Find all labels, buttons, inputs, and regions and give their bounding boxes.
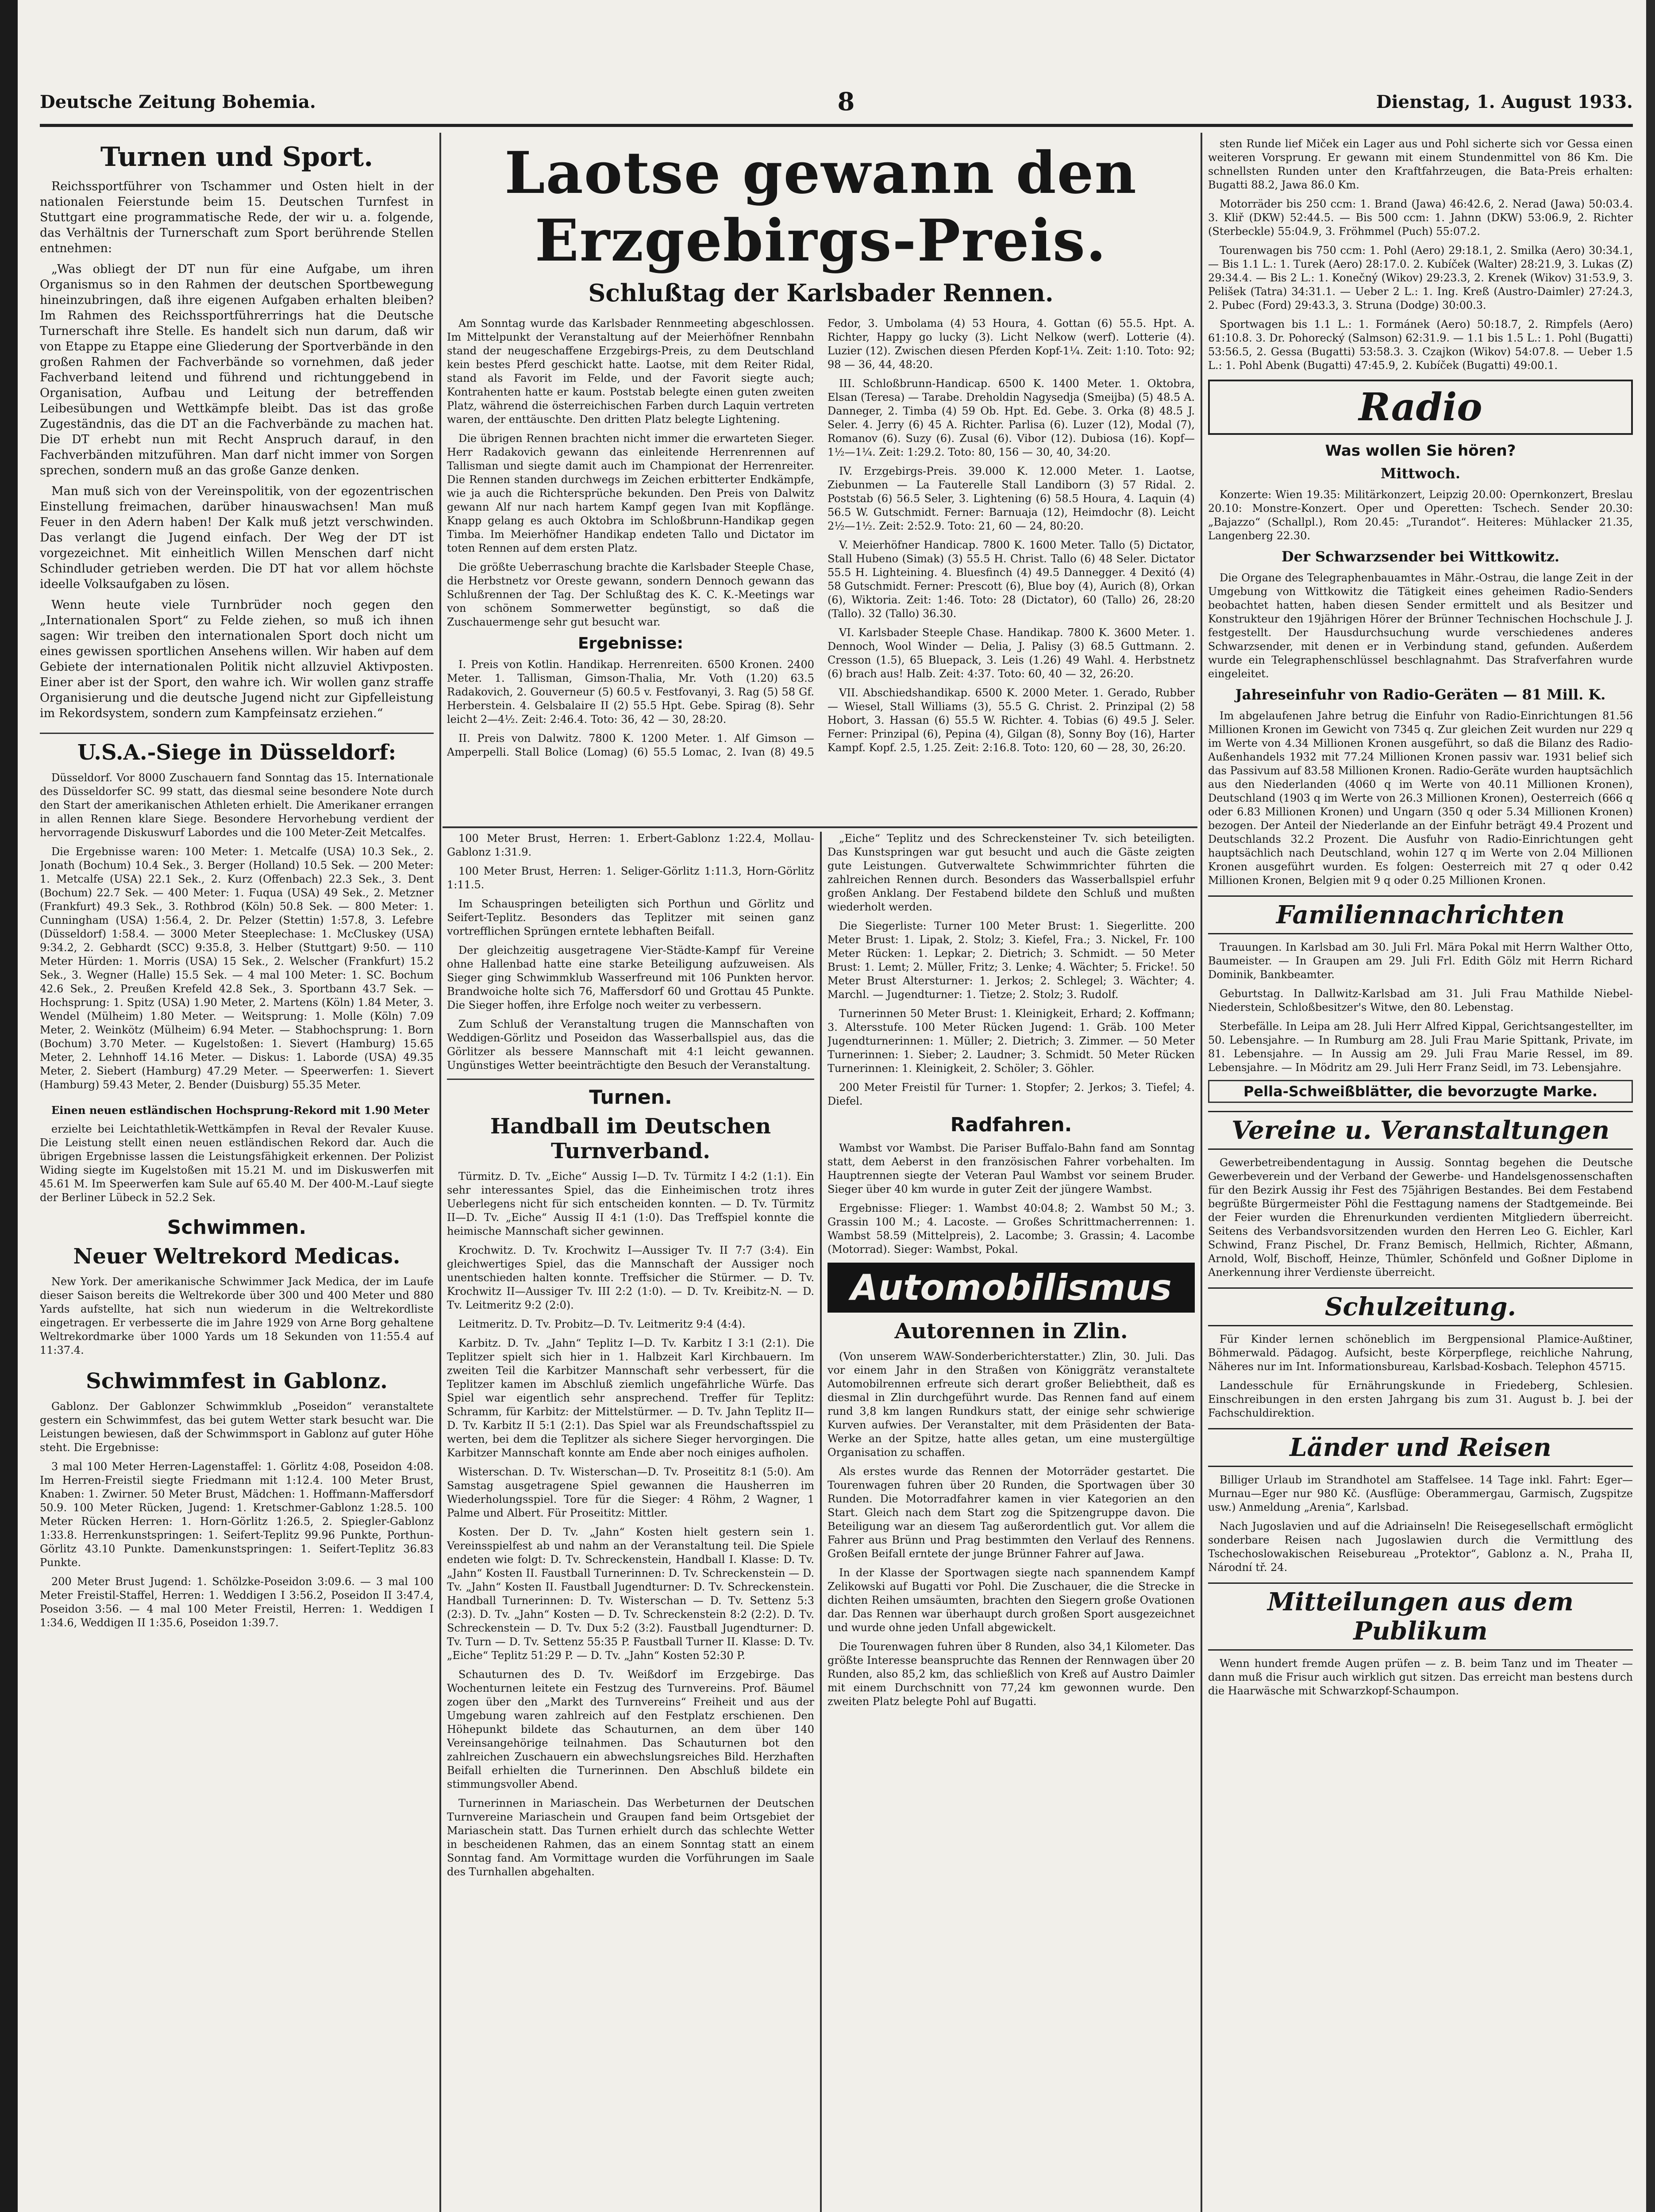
article-paragraph: Billiger Urlaub im Strandhotel am Staffelsee. 14 Tage inkl. Fahrt: Eger—Murnau—Eger nur 980 Kč. (Ausflüge: Oberammergau, Garmisch, Zugspitze usw.) Anmeldung „Arenia“, Karlsbad. xyxy=(1208,1474,1633,1513)
article-paragraph: Turnerinnen in Mariaschein. Das Werbeturnen der Deutschen Turnvereine Mariaschein und Graupen fand beim Ortsgebiet der Mariaschein statt. Das Turnen erhielt durch das schlechte Wetter in bescheidenen Rahmen, das an einem Sonntag statt an einem Sonntag fand. Am Vormittage wurden die Vorführungen im Saale des Turnhallen abgehalten. xyxy=(447,1797,814,1878)
article-paragraph: New York. Der amerikanische Schwimmer Jack Medica, der im Laufe dieser Saison bereits die Weltrekorde über 300 und 400 Meter und 880 Yards aufstellte, hat sich nun wiederum in die Weltrekordliste eingetragen. Er verbesserte die im Jahre 1929 von Arne Borg gehaltene Weltrekordmarke über 1000 Yards um 18 Sekunden von 11:55.4 auf 11:37.4. xyxy=(40,1275,434,1356)
article-hochsprung xyxy=(40,1103,434,1205)
section-title: Radfahren. xyxy=(950,1114,1072,1136)
article-title: Schwimmfest in Gablonz. xyxy=(86,1369,388,1394)
masthead-title: Deutsche Zeitung Bohemia. xyxy=(40,91,316,112)
race-result: IV. Erzgebirgs-Preis. 39.000 K. 12.000 Meter. 1. Laotse, Ziebunmen — La Fauterelle Stall Landiborn (3) 57 Ridal. 2. Poststab (6) 56.5 Seler, 3. Lightening (6) 58.5 Houra, 4. Laquin (4) 56.5 W. Gutschmidt. Ferner: Barnuaja (12), Heimdochr (8). Leicht 2½—1½. Zeit: 2:52.9. Toto: 21, 60 — 24, 80:20. xyxy=(828,465,1195,532)
article-results: Sportwagen bis 1.1 L.: 1. Formánek (Aero) 50:18.7, 2. Rimpfels (Aero) 61:10.8. 3. Dr. Pohorecký (Salmson) 62:31.9. — 1.1 bis 1.5 L.: 1. Pohl (Bugatti) 53:56.5, 2. Gessa (Bugatti) 53:58.3. 3. Czajkon (Wikov) 54:07.8. — Ueber 1.5 L.: 1. Pohl Abenk (Bugatti) 47:45.9, 2. Kubíček (Bugatti) 49:00.1. xyxy=(1208,318,1633,372)
article-paragraph: Wisterschan. D. Tv. Wisterschan—D. Tv. Proseititz 8:1 (5:0). Am Samstag ausgetragene Spiel gewannen die Hausherren im Wiederholungsspiel. Tore für die Sieger: 4 Röhm, 2 Wagner, 1 Palme und Albert. Für Proseititz: Mittler. xyxy=(447,1466,814,1519)
familiennachrichten-title: Familiennachrichten xyxy=(1208,895,1633,934)
article-usa-siege xyxy=(40,740,434,1092)
article-schwimmen xyxy=(40,1216,434,1357)
article-paragraph: Karbitz. D. Tv. „Jahn“ Teplitz I—D. Tv. Karbitz I 3:1 (2:1). Die Teplitzer spielt sich hier in 1. Halbzeit Karl Kirchbauern. Im zweiten Teil die Karbitzer Mannschaft sehr verbessert, für die Teplitzer kamen im Abschluß ziemlich ungefährliche Würfe. Das Spiel war eigentlich sehr ansprechend. Treffer für Teplitz: Schramm, für Karbitz: der Mittelstürmer. — D. Tv. Jahn Teplitz II—D. Tv. Karbitz II 5:1 (2:1). Das Spiel war als Freundschaftsspiel zu werten, bei dem die Teplitzer als sichere Sieger hervorgingen. Die Karbitzer Mannschaft konnte am Ende aber noch einiges aufholen. xyxy=(447,1337,814,1459)
article-paragraph: Geburtstag. In Dallwitz-Karlsbad am 31. Juli Frau Mathilde Niebel-Niederstein, Schloßbesitzer's Witwe, den 80. Lebenstag. xyxy=(1208,987,1633,1014)
column-rule xyxy=(439,133,441,2212)
article-paragraph: Düsseldorf. Vor 8000 Zuschauern fand Sonntag das 15. Internationale des Düsseldorfer SC. 99 statt, das diesmal seine besondere Note durch den Start der amerikanischen Athleten erhielt. Die Amerikaner errangen in allen Rennen klare Siege. Besondere Hervorhebung verdient der hervorragende Diskuswurf Labordes und die 100 Meter-Zeit Metcalfes. xyxy=(40,772,434,839)
article-results: Die Siegerliste: Turner 100 Meter Brust: 1. Siegerlitte. 200 Meter Brust: 1. Lipak, 2. Stolz; 3. Kiefel, Fra.; 3. Nickel, Fr. 100 Meter Rücken: 1. Lepkar; 2. Dietrich; 3. Schmidt. — 50 Meter Brust: 1. Lemt; 2. Müller, Fritz; 3. Lenke; 4. Wächter; 5. Fricke!. 50 Meter Brust Altersturner: 1. Jerkos; 2. Schlegel; 3. Wächter; 4. Marchl. — Jugendturner: 1. Tietze; 2. Stolz; 3. Rudolf. xyxy=(828,920,1195,1001)
radio-subtitle: Was wollen Sie hören? xyxy=(1325,442,1516,460)
advertisement-box: Pella-Schweißblätter, die bevorzugte Marke. xyxy=(1208,1080,1633,1103)
race-result: III. Schloßbrunn-Handicap. 6500 K. 1400 Meter. 1. Oktobra, Elsan (Teresa) — Tarabe. Dreholdin Nagysedja (Smeijba) (5) 48.5 A. Danneger, 2. Timba (4) 59 Ob. Hpt. Ed. Gebe. 3. Orka (8) 48.5 J. Seler. 4. Jerry (6) 45 A. Richter. Parlisa (6). Luzer (12), Modal (7), Romanov (6). Suzy (6). Zusal (6). Vibor (12). Dubiosa (16). Kopf—1½—1¼. Zeit: 1:29.2. Toto: 80, 156 — 30, 40, 34:20. xyxy=(828,377,1195,458)
column-rad-auto xyxy=(828,832,1195,2212)
article-paragraph: Im Schauspringen beteiligten sich Porthun und Görlitz und Seifert-Teplitz. Besonders das Teplitzer mit seinen ganz vortrefflichen Sprüngen erntete lebhaften Beifall. xyxy=(447,898,814,937)
article-lead: Einen neuen estländischen Hochsprung-Rekord mit 1.90 Meter xyxy=(51,1104,430,1117)
radio-day: Mittwoch. xyxy=(1381,465,1460,482)
automobilismus-banner: Automobilismus xyxy=(828,1263,1195,1313)
article-paragraph: Wenn hundert fremde Augen prüfen — z. B. beim Tanz und im Theater — dann muß die Frisur auch wirklich gut sitzen. Das erreicht man bestens durch die Haarwäsche mit Schwarzkopf-Schaumpon. xyxy=(1208,1657,1633,1697)
column-turnen xyxy=(447,832,814,2212)
article-paragraph: Krochwitz. D. Tv. Krochwitz I—Aussiger Tv. II 7:7 (3:4). Ein gleichwertiges Spiel, das die Mannschaft der Aussiger noch unentschieden halten konnte. Treffsicher die Stürmer. — D. Tv. Krochwitz II—Aussiger Tv. III 2:2 (1:0). — D. Tv. Kreibitz-N. — D. Tv. Leitmeritz 9:2 (2:0). xyxy=(447,1244,814,1311)
race-result: VI. Karlsbader Steeple Chase. Handikap. 7800 K. 3600 Meter. 1. Dennoch, Wool Winder — Delia, J. Palisy (3) 68.5 Guttmann. 2. Cresson (1.5), 65 Bluepack, 3. Leis (1.26) 49 Wahl. 4. Herbstnetz (6) brach aus! Halb. Zeit: 4:37. Toto: 60, 40 — 32, 26:20. xyxy=(828,626,1195,680)
article-paragraph: Die größte Ueberraschung brachte die Karlsbader Steeple Chase, die Herbstnetz vor Oreste gewann, sondern Dennoch gewann das Schlußrennen der Tag. Der Schlußtag des K. C. K.-Meetings war von schönem Sommerwetter begünstigt, so daß die Zuschauermenge sehr gut besucht war. xyxy=(447,561,814,628)
article-title: Jahreseinfuhr von Radio-Geräten — 81 Mill. K. xyxy=(1235,686,1606,703)
page-number: 8 xyxy=(837,87,855,116)
article-paragraph: Türmitz. D. Tv. „Eiche“ Aussig I—D. Tv. Türmitz I 4:2 (1:1). Ein sehr interessantes Spiel, das die Einheimischen trotz ihres Ueberlegens nicht für sich entscheiden konnten. — D. Tv. Türmitz II—D. Tv. „Eiche“ Aussig II 4:1 (1:0). Das Treffspiel konnte die heimische Mannschaft sicher gewinnen. xyxy=(447,1170,814,1237)
radio-section-title: Radio xyxy=(1208,380,1633,435)
lead-article xyxy=(447,137,1195,827)
race-result: VII. Abschiedshandikap. 6500 K. 2000 Meter. 1. Gerado, Rubber — Wiesel, Stall Williams (3), 55.5 G. Christ. 2. Prinzipal (2) 58 Hobort, 3. Hassan (6) 55.5 W. Richter. 4. Tobias (6) 49.5 J. Seler. Ferner: Prinzipal (6), Pepina (4), Gilgan (8), Sonny Boy (16), Harter Kampf. Kopf. 2.5, 1.25. Zeit: 2:16.8. Toto: 120, 60 — 28, 30, 26:20. xyxy=(828,687,1195,754)
article-paragraph: 100 Meter Brust, Herren: 1. Seliger-Görlitz 1:11.3, Horn-Görlitz 1:11.5. xyxy=(447,865,814,891)
article-title: Neuer Weltrekord Medicas. xyxy=(73,1244,400,1269)
vereine-title: Vereine u. Veranstaltungen xyxy=(1208,1111,1633,1150)
article-paragraph: Trauungen. In Karlsbad am 30. Juli Frl. Mära Pokal mit Herrn Walther Otto, Baumeister. — In Graupen am 29. Juli Frl. Edith Gölz mit Herrn Richard Dominik, Bankbeamter. xyxy=(1208,941,1633,981)
race-result: V. Meierhöfner Handicap. 7800 K. 1600 Meter. Tallo (5) Dictator, Stall Hubeno (Simak) (3) 55.5 H. Christ. Tallo (6) 48 Seler. Dictator 55.5 H. Lighteining. 4. Bluesfinch (4) 49.5 Dannegger. 4 Dexitó (4) 58 Gutschmidt. Ferner: Prescott (6), Blue boy (4), Aurich (8), Orkan (6), Wiktoria. Zeit: 1:46. Toto: 28 (Dictator), 60 (Tallo) 26, 28:20 (Tallo). 32 (Tallo) 36.30. xyxy=(828,539,1195,620)
article-turnen-sport xyxy=(40,142,434,721)
column-sport xyxy=(40,137,434,2212)
article-paragraph: sten Runde lief Miček ein Lager aus und Pohl sicherte sich vor Gessa einen weiteren Vorsprung. Er gewann mit einem Stundenmittel von 86 Km. Die schnellsten Runden unter den Kraftfahrzeugen, die Bata-Preis erhalten: Bugatti 88.2, Jawa 86.0 Km. xyxy=(1208,138,1633,191)
article-paragraph: Sterbefälle. In Leipa am 28. Juli Herr Alfred Kippal, Gerichtsangestellter, im 50. Lebensjahre. — In Rumburg am 28. Juli Frau Marie Spittank, Private, im 81. Lebensjahre. — In Aussig am 29. Juli Frau Marie Ressel, im 89. Lebensjahre. — In Mödritz am 29. Juli Herr Franz Seidl, im 73. Lebensjahre. xyxy=(1208,1020,1633,1074)
results-heading: Ergebnisse: xyxy=(578,634,683,653)
article-paragraph: Am Sonntag wurde das Karlsbader Rennmeeting abgeschlossen. Im Mittelpunkt der Veranstaltung auf der Meierhöfner Rennbahn stand der neugeschaffene Erzgebirgs-Preis, zu dem Deutschland kein bestes Pferd geschickt hatte. Laotse, mit dem Reiter Ridal, stand als Favorit im Felde, und der Favorit siegte auch; Kontrahenten hatte er kaum. Poststab belegte einen guten zweiten Platz, während die österreichischen Farben durch Laquin vertreten waren, der enttäuschte. Den dritten Platz belegte Lightening. xyxy=(447,317,814,426)
article-paragraph: erzielte bei Leichtathletik-Wettkämpfen in Reval der Revaler Kuuse. Die Leistung stellt einen neuen estländischen Rekord dar. Auch die übrigen Ergebnisse lassen die Leistungsfähigkeit erkennen. Der Polizist Widing siegte im Kugelstoßen mit 15.21 M. und im Diskuswerfen mit 45.61 M. Im Speerwerfen kam Sule auf 65.40 M. Der 400-M.-Lauf siegte der Berliner Lübeck in 52.2 Sek. xyxy=(40,1123,434,1204)
lead-subheadline: Schlußtag der Karlsbader Rennen. xyxy=(588,279,1054,307)
article-paragraph: Nach Jugoslavien und auf die Adriainseln! Die Reisegesellschaft ermöglicht sonderbare Reisen nach Jugoslawien durch die Vermittlung des Tschechoslowakischen Reisebureau „Protektor“, Gablonz a. N., Praha II, Národní tř. 24. xyxy=(1208,1520,1633,1574)
article-title: Der Schwarzsender bei Wittkowitz. xyxy=(1281,548,1560,565)
schulzeitung-title: Schulzeitung. xyxy=(1208,1287,1633,1326)
article-title: U.S.A.-Siege in Düsseldorf: xyxy=(77,740,396,765)
article-title: Autorennen in Zlin. xyxy=(894,1319,1128,1344)
article-paragraph: (Von unserem WAW-Sonderberichterstatter.) Zlin, 30. Juli. Das vor einem Jahr in den Straßen von Königgrätz veranstaltete Automobilrennen erfreute sich derart großer Beliebtheit, daß es diesmal in Zlin durchgeführt wurde. Das Rennen fand auf einem rund 3,8 km langen Rundkurs statt, der einige sehr schwierige Kurven aufwies. Der Veranstalter, mit dem Präsidenten der Bata-Werke an der Spitze, hatte alles getan, um eine mustergültige Organisation zu schaffen. xyxy=(828,1350,1195,1459)
article-paragraph: Als erstes wurde das Rennen der Motorräder gestartet. Die Tourenwagen fuhren über 20 Runden, die Sportwagen über 30 Runden. Die Motorradfahrer kamen in vier Kategorien an den Start. Gleich nach dem Start zog die Spitzengruppe davon. Die Beteiligung war an diesem Tag außerordentlich gut. Vor allem die Fahrer aus Brünn und Prag bestimmten den Verlauf des Rennens. Großen Beifall erntete der junge Brünner Fahrer auf Jawa. xyxy=(828,1465,1195,1560)
article-paragraph: Kosten. Der D. Tv. „Jahn“ Kosten hielt gestern sein 1. Vereinsspielfest ab und nahm an der Veranstaltung teil. Die Spiele endeten wie folgt: D. Tv. Schreckenstein, Handball I. Klasse: D. Tv. „Jahn“ Kosten II. Faustball Turnerinnen: D. Tv. Schreckenstein — D. Tv. „Jahn“ Kosten II. Faustball Jugendturner: D. Tv. Schreckenstein. Handball Turnerinnen: D. Tv. Wisterschan — D. Tv. Settenz 5:3 (2:3). D. Tv. „Jahn“ Kosten — D. Tv. Schreckenstein 8:2 (2:2). D. Tv. Schreckenstein — D. Tv. Dux 5:2 (3:2). Faustball Jugendturner: D. Tv. Turn — D. Tv. Settenz 55:35 P. Faustball Turner II. Klasse: D. Tv. „Eiche“ Teplitz 51:29 P. — D. Tv. „Jahn“ Kosten 52:30 P. xyxy=(447,1526,814,1662)
article-results: 3 mal 100 Meter Herren-Lagenstaffel: 1. Görlitz 4:08, Poseidon 4:08. Im Herren-Freistil siegte Friedmann mit 1:12.4. 100 Meter Brust, Knaben: 1. Zwirner. 50 Meter Brust, Mädchen: 1. Hoffmann-Maffersdorf 50.9. 100 Meter Rücken, Jugend: 1. Kretschmer-Gablonz 1:28.5. 100 Meter Rücken Herren: 1. Horn-Görlitz 1:26.5, 2. Spiegler-Gablonz 1:33.8. Herrenkunstspringen: 1. Seifert-Teplitz 99.96 Punkte, Porthun-Görlitz 43.10 Punkte. Damenkunstspringen: 1. Seifert-Teplitz 36.83 Punkte. xyxy=(40,1460,434,1569)
separator xyxy=(447,1079,814,1080)
article-paragraph: Für Kinder lernen schöneblich im Bergpensional Plamice-Außtiner, Böhmerwald. Pädagog. Aufsicht, beste Körperpflege, reichliche Nahrung, Näheres nur im Int. Informationsbureau, Karlsbad-Kosbach. Telephon 45715. xyxy=(1208,1333,1633,1373)
article-paragraph: Reichssportführer von Tschammer und Osten hielt in der nationalen Feierstunde beim 15. Deutschen Turnfest in Stuttgart eine programmatische Rede, der wir u. a. folgende, das Verhältnis der Turnerschaft zum Sport berührende Stellen entnehmen: xyxy=(40,180,434,255)
scan-edge-left xyxy=(0,0,18,2212)
article-paragraph: Die Organe des Telegraphenbauamtes in Mähr.-Ostrau, die lange Zeit in der Umgebung von Wittkowitz die Tätigkeit eines geheimen Radio-Senders beobachtet hatten, haben diesen Sender ermittelt und als Besitzer und Konstrukteur den 19jährigen Hörer der Brünner Technischen Hochschule J. J. festgestellt. Der Hausdurchsuchung wurde verschiedenes anderes Schwarzsender, mit denen er in Verbindung stand, gefunden. Außerdem wurde ein Telegraphenschlüssel beschlagnahmt. Das Strafverfahren wurde eingeleitet. xyxy=(1208,572,1633,680)
article-paragraph: Im abgelaufenen Jahre betrug die Einfuhr von Radio-Einrichtungen 81.56 Millionen Kronen im Gewicht von 7345 q. Zur gleichen Zeit wurden nur 229 q im Werte von 4.34 Millionen Kronen ausgeführt, so daß die Bilanz des Radio-Außenhandels 1932 mit 77.24 Millionen Kronen passiv war. 1931 belief sich das Passivum auf 83.58 Millionen Kronen. Radio-Geräte wurden hauptsächlich aus den Niederlanden (4060 q im Werte von 40.11 Millionen Kronen), Deutschland (1903 q im Werte von 26.3 Millionen Kronen), Oesterreich (666 q oder 6.83 Millionen Kronen) und Ungarn (350 q oder 5.34 Millionen Kronen) bezogen. Der Anteil der Niederlande an der Einfuhr beträgt 49.4 Prozent und Deutschlands 32.2 Prozent. Die Ausfuhr von Radio-Einrichtungen geht hauptsächlich nach Deutschland, wohin 127 q im Werte von 2.04 Millionen Kronen ausgeführt wurden. Es folgen: Oesterreich mit 27 q oder 0.42 Millionen Kronen, Belgien mit 9 q oder 0.25 Millionen Kronen. xyxy=(1208,710,1633,887)
issue-date: Dienstag, 1. August 1933. xyxy=(1376,91,1633,112)
column-misc xyxy=(1208,137,1633,2212)
article-paragraph: Leitmeritz. D. Tv. Probitz—D. Tv. Leitmeritz 9:4 (4:4). xyxy=(458,1318,746,1330)
article-paragraph: Wenn heute viele Turnbrüder noch gegen den „Internationalen Sport“ zu Felde ziehen, so muß ich ihnen sagen: Wir treiben den internationalen Sport doch nicht um eines gewissen sportlichen Ansehens willen. Wir haben auf dem Gebiete der internationalen Politik nicht allzuviel Aktivposten. Einer aber ist der Sport, den wahre ich. Wir wollen ganz straffe Organisierung und die deutsche Jugend nicht zur Gipfelleistung im Rekordsystem, sondern zum Kampfeinsatz erziehen.“ xyxy=(40,598,434,720)
article-results: Turnerinnen 50 Meter Brust: 1. Kleinigkeit, Erhard; 2. Koffmann; 3. Altersstufe. 100 Meter Rücken Jugend: 1. Gräb. 100 Meter Jugendturnerinnen: 1. Müller; 2. Dietrich; 3. Zimmer. — 50 Meter Turnerinnen: 1. Sieber; 2. Laudner; 3. Schmidt. 50 Meter Rücken Turnerinnen: 1. Kleinigkeit, 2. Schöler; 3. Göhler. xyxy=(828,1007,1195,1075)
laender-title: Länder und Reisen xyxy=(1208,1428,1633,1467)
mitteilungen-title: Mitteilungen aus dem Publikum xyxy=(1208,1582,1633,1651)
article-paragraph: Schauturnen des D. Tv. Weißdorf im Erzgebirge. Das Wochenturnen leitete ein Festzug des Turnvereins. Prof. Bäumel zogen über den „Markt des Turnvereins“ Freiheit und aus der Umgebung waren zahlreich auf den Festplatz erschienen. Den Höhepunkt bildete das Schauturnen, an dem über 140 Vereinsangehörige teilnahmen. Das Schauturnen bot den zahlreichen Zuschauern ein abwechslungsreiches Bild. Herzhaften Beifall erhielten die Turnerinnen. Den Abschluß bildete ein stimmungsvoller Abend. xyxy=(447,1668,814,1790)
article-paragraph: In der Klasse der Sportwagen siegte nach spannendem Kampf Zelikowski auf Bugatti vor Pohl. Die Zuschauer, die die Strecke in dichten Reihen umsäumten, brachten den Siegern große Ovationen dar. Das Rennen war überhaupt durch großen Sport ausgezeichnet und wurde ohne jeden Unfall abgewickelt. xyxy=(828,1567,1195,1634)
lead-headline: Laotse gewann den Erzgebirgs-Preis. xyxy=(504,139,1137,274)
article-results: Ergebnisse: Flieger: 1. Wambst 40:04.8; 2. Wambst 50 M.; 3. Grassin 100 M.; 4. Lacoste. — Großes Schrittmacherrennen: 1. Wambst 58.59 (Mittelpreis), 2. Lacombe; 3. Grassin; 4. Lacombe (Motorrad). Sieger: Wambst, Pokal. xyxy=(828,1202,1195,1256)
article-results: Motorräder bis 250 ccm: 1. Brand (Jawa) 46:42.6, 2. Nerad (Jawa) 50:03.4. 3. Kliř (DKW) 52:44.5. — Bis 500 ccm: 1. Jahnn (DKW) 53:06.9, 2. Richter (Sterbeckle) 55:04.9, 3. Fröhmmel (Puch) 55:07.2. xyxy=(1208,198,1633,238)
article-paragraph: Wambst vor Wambst. Die Pariser Buffalo-Bahn fand am Sonntag statt, dem Aeberst in den französischen Fahrer vorbehalten. Im Hauptrennen siegte der Veteran Paul Wambst vor seinem Bruder. Sieger über 40 km wurde in guter Zeit der jüngere Wambst. xyxy=(828,1142,1195,1195)
column-rule xyxy=(1201,133,1202,2212)
article-title: Turnen und Sport. xyxy=(100,142,373,173)
scan-edge-right xyxy=(1646,0,1655,2212)
page-header xyxy=(40,86,1633,117)
article-paragraph: Man muß sich von der Vereinspolitik, von der egozentrischen Einstellung freimachen, darüber hinauswachsen! Man muß Feuer in den Adern haben! Der Kalk muß jetzt verschwinden. Das verlangt die Jugend einfach. Der Weg der DT ist vorgezeichnet. Mit einheitlich Willen Menschen darf nicht Schindluder getrieben werden. Die DT hat vor allem höchste ideelle Volksaufgaben zu lösen. xyxy=(40,484,434,591)
article-paragraph: Die übrigen Rennen brachten nicht immer die erwarteten Sieger. Herr Radakovich gewann das einleitende Herrenrennen auf Tallisman und siegte damit auch im Championat der Herrenreiter. Die Rennen standen durchwegs im Zeichen erbitterter Endkämpfe, wie ja auch die Richtersprüche bekunden. Den Preis von Dalwitz gewann Alf nur nach hartem Kampf gegen Ivan mit Kopflänge. Knapp gelang es auch Oktobra im Schloßbrunn-Handikap gegen Timba. Im Meierhöfner Handikap endeten Tallo und Dictator im toten Rennen auf dem ersten Platz. xyxy=(447,432,814,554)
radio-program: Konzerte: Wien 19.35: Militärkonzert, Leipzig 20.00: Opernkonzert, Breslau 20.10: Monstre-Konzert. Oper und Operetten: Tschech. Sender 20.30: „Bajazzo“ (Schallpl.), Rom 20.45: „Turandot“. Heiteres: Mühlacker 21.35, Langenberg 22.30. xyxy=(1208,488,1633,542)
article-paragraph: 100 Meter Brust, Herren: 1. Erbert-Gablonz 1:22.4, Mollau-Gablonz 1:31.9. xyxy=(447,832,814,858)
article-paragraph: Landesschule für Ernährungskunde in Friedeberg, Schlesien. Einschreibungen in den ersten Jahrgang bis zum 31. August b. J. bei der Fachschuldirektion. xyxy=(1208,1379,1633,1419)
article-results: 200 Meter Freistil für Turner: 1. Stopfer; 2. Jerkos; 3. Tiefel; 4. Diefel. xyxy=(828,1081,1195,1107)
article-paragraph: Zum Schluß der Veranstaltung trugen die Mannschaften von Weddigen-Görlitz und Poseidon das Wasserballspiel aus, das die Görlitzer als bessere Mannschaft mit 4:1 leicht gewannen. Ungünstiges Wetter beeinträchtigte den Besuch der Veranstaltung. xyxy=(447,1018,814,1071)
race-result: I. Preis von Kotlin. Handikap. Herrenreiten. 6500 Kronen. 2400 Meter. 1. Tallisman, Gimson-Thalia, Mr. Voth (1.20) 63.5 Radakovich, 2. Gouverneur (5) 60.5 v. Festfovanyi, 3. Rag (5) 58 Gf. Herberstein. 4. Gelsbalaire II (2) 55.5 Hpt. Gebe. Spirag (8). Sehr leicht 2—4½. Zeit: 2:46.4. Toto: 36, 42 — 30, 28:20. xyxy=(447,658,814,726)
article-paragraph: Gablonz. Der Gablonzer Schwimmklub „Poseidon“ veranstaltete gestern ein Schwimmfest, das bei gutem Wetter stark besucht war. Die Leistungen bewiesen, daß der Schwimmsport in Gablonz auf guter Höhe steht. Die Ergebnisse: xyxy=(40,1400,434,1454)
article-paragraph: „Was obliegt der DT nun für eine Aufgabe, um ihren Organismus so in den Rahmen der deutschen Sportbewegung hineinzubringen, daß ihre eigenen Aufgaben erhalten bleiben? Im Rahmen des Reichssportführerrings hat die Deutsche Turnerschaft ihre Stelle. Es handelt sich nun darum, daß wir von Etappe zu Etappe eine Gliederung der Sportverbände in den großen Rahmen der Fachverbände so vornehmen, daß jeder Fachverband leitend und führend und richtunggebend in Organisation, Aufbau und Leitung der betreffenden Leibesübungen und Wettkämpfe bleibt. Das ist das große Zugeständnis, das die DT an die Fachverbände zu machen hat. Die DT erhebt nun mit Recht Anspruch darauf, in den Fachverbänden mitzuführen. Man darf nicht immer von Sorgen sprechen, sondern muß an das große Ganze denken. xyxy=(40,262,434,477)
article-title: Handball im Deutschen Turnverband. xyxy=(490,1114,771,1164)
article-paragraph: Die Tourenwagen fuhren über 8 Runden, also 34,1 Kilometer. Das größte Interesse beanspruchte das Rennen der Rennwagen über 20 Runden, also 85,2 km, das schließlich von Kreß auf Austro Daimler mit einem Durchschnitt von 77,24 km gewonnen wurde. Den zweiten Platz belegte Pohl auf Bugatti. xyxy=(828,1640,1195,1708)
separator xyxy=(40,733,434,734)
article-paragraph: Gewerbetreibendentagung in Aussig. Sonntag begehen die Deutsche Gewerbeverein und der Verband der Gewerbe- und Handelsgenossenschaften für den Bezirk Aussig ihr Fest des 75jährigen Bestandes. Bei dem Festabend begrüßte Bürgermeister Pöhl die Festtagung namens der Stadtgemeinde. Bei der Feier wurden die Ehrenurkunden verdienten Mitgliedern überreicht. Seitens des Verbandsvorsitzenden wurden den Herren Leo G. Eichler, Karl Schwind, Franz Pischel, Dr. Franz Bemisch, Hellmich, Richter, Aßmann, Arnold, Wolf, Bischoff, Heinze, Thümler, Schönfeld und Goßner Diplome in Anerkennung ihrer Verdienste überreicht. xyxy=(1208,1156,1633,1279)
lead-body xyxy=(447,317,1195,760)
article-results: 200 Meter Brust Jugend: 1. Schölzke-Poseidon 3:09.6. — 3 mal 100 Meter Freistil-Staffel, Herren: 1. Weddigen I 3:56.2, Poseidon II 3:47.4, Poseidon 3:56. — 4 mal 100 Meter Freistil, Herren: 1. Weddigen I 1:34.6, Weddigen II 1:35.6, Poseidon 1:39.7. xyxy=(40,1575,434,1629)
section-title: Schwimmen. xyxy=(167,1216,307,1239)
article-results: Tourenwagen bis 750 ccm: 1. Pohl (Aero) 29:18.1, 2. Smilka (Aero) 30:34.1, — Bis 1.1 L.: 1. Turek (Aero) 28:17.0. 2. Kubíček (Walter) 28:21.9, 3. Lukas (Z) 29:34.4. — Bis 2 L.: 1. Konečný (Wikov) 29:23.3, 2. Krenek (Wikov) 31:53.9, 3. Pelišek (Tatra) 34:31.1. — Ueber 2 L.: 1. Ing. Kreß (Austro-Daimler) 27:24.3, 2. Pubec (Ford) 29:43.3, 3. Struna (Dodge) 30:00.3. xyxy=(1208,244,1633,311)
article-gablonz xyxy=(40,1369,434,1630)
header-rule xyxy=(40,124,1633,127)
section-title: Turnen. xyxy=(589,1086,672,1109)
column-rule xyxy=(820,832,822,2212)
article-results: Die Ergebnisse waren: 100 Meter: 1. Metcalfe (USA) 10.3 Sek., 2. Jonath (Bochum) 10.4 Sek., 3. Berger (Holland) 10.5 Sek. — 200 Meter: 1. Metcalfe (USA) 22.1 Sek., 2. Kurz (Offenbach) 22.3 Sek., 3. Dent (Bochum) 22.7 Sek. — 400 Meter: 1. Fuqua (USA) 49 Sek., 2. Metzner (Frankfurt) 49.3 Sek., 3. Rothbrod (Köln) 50.8 Sek. — 800 Meter: 1. Cunningham (USA) 1:56.4, 2. Dr. Pelzer (Stettin) 1:57.8, 3. Lefebre (Düsseldorf) 1:58.4. — 3000 Meter Steeplechase: 1. McCluskey (USA) 9:34.2, 2. Gebhardt (SCC) 9:35.8, 3. Helber (Stuttgart) 9:50. — 110 Meter Hürden: 1. Morris (USA) 15 Sek., 2. Welscher (Frankfurt) 15.2 Sek., 3. Wegner (Halle) 15.5 Sek. — 4 mal 100 Meter: 1. SC. Bochum 42.6 Sek., 2. Preußen Krefeld 42.8 Sek., 3. Sportbann 43.7 Sek. — Hochsprung: 1. Spitz (USA) 1.90 Meter, 2. Martens (Köln) 1.84 Meter, 3. Wendel (Mülheim) 1.80 Meter. — Weitsprung: 1. Molle (Köln) 7.09 Meter, 2. Weinkötz (Mülheim) 6.94 Meter. — Stabhochsprung: 1. Born (Bochum) 3.70 Meter. — Kugelstoßen: 1. Sievert (Hamburg) 15.65 Meter, 2. Lehnhoff 14.16 Meter. — Diskus: 1. Laborde (USA) 49.35 Meter, 2. Siebert (Hamburg) 47.29 Meter. — Speerwerfen: 1. Sievert (Hamburg) 59.43 Meter, 2. Bender (Duisburg) 55.35 Meter. xyxy=(40,845,434,1091)
article-paragraph: „Eiche“ Teplitz und des Schreckensteiner Tv. sich beteiligten. Das Kunstspringen war gut besucht und auch die Gäste zeigten gute Leistungen. Gutverwaltete Schwimmrichter führten die zahlreichen Rennen durch. Besonders das Wasserballspiel erfuhr großen Anklang. Der Festabend bildete den Schluß und mußten wiederholt werden. xyxy=(828,832,1195,913)
race-result: II. Preis von Dalwitz. 7800 K. 1200 Meter. 1. Alf Gimson — Amperpelli. Stall Bolice (Lomag) (6) 55.5 Lomac, 2. Ivan (8) 49.5 Fedor, 3. Umbolama (4) 53 Houra, 4. Gottan (6) 55.5. Hpt. A. Richter, Happy go lucky (3). Licht Nelkow (werf). Lotterie (4). Luzier (12). Zwischen diesen Pferden Kopf-1¼. Zeit: 1:10. Toto: 92; 98 — 36, 44, 48:20. xyxy=(447,317,1195,758)
article-paragraph: Der gleichzeitig ausgetragene Vier-Städte-Kampf für Vereine ohne Hallenbad hatte eine starke Beteiligung aufzuweisen. Als Sieger ging Schwimmklub Wasserfreund mit 106 Punkten hervor. Brandwoiche holte sich 76, Maffersdorf 60 und Grottau 45 Punkte. Die Sieger hoffen, ihre Erfolge noch weiter zu verbessern. xyxy=(447,944,814,1011)
